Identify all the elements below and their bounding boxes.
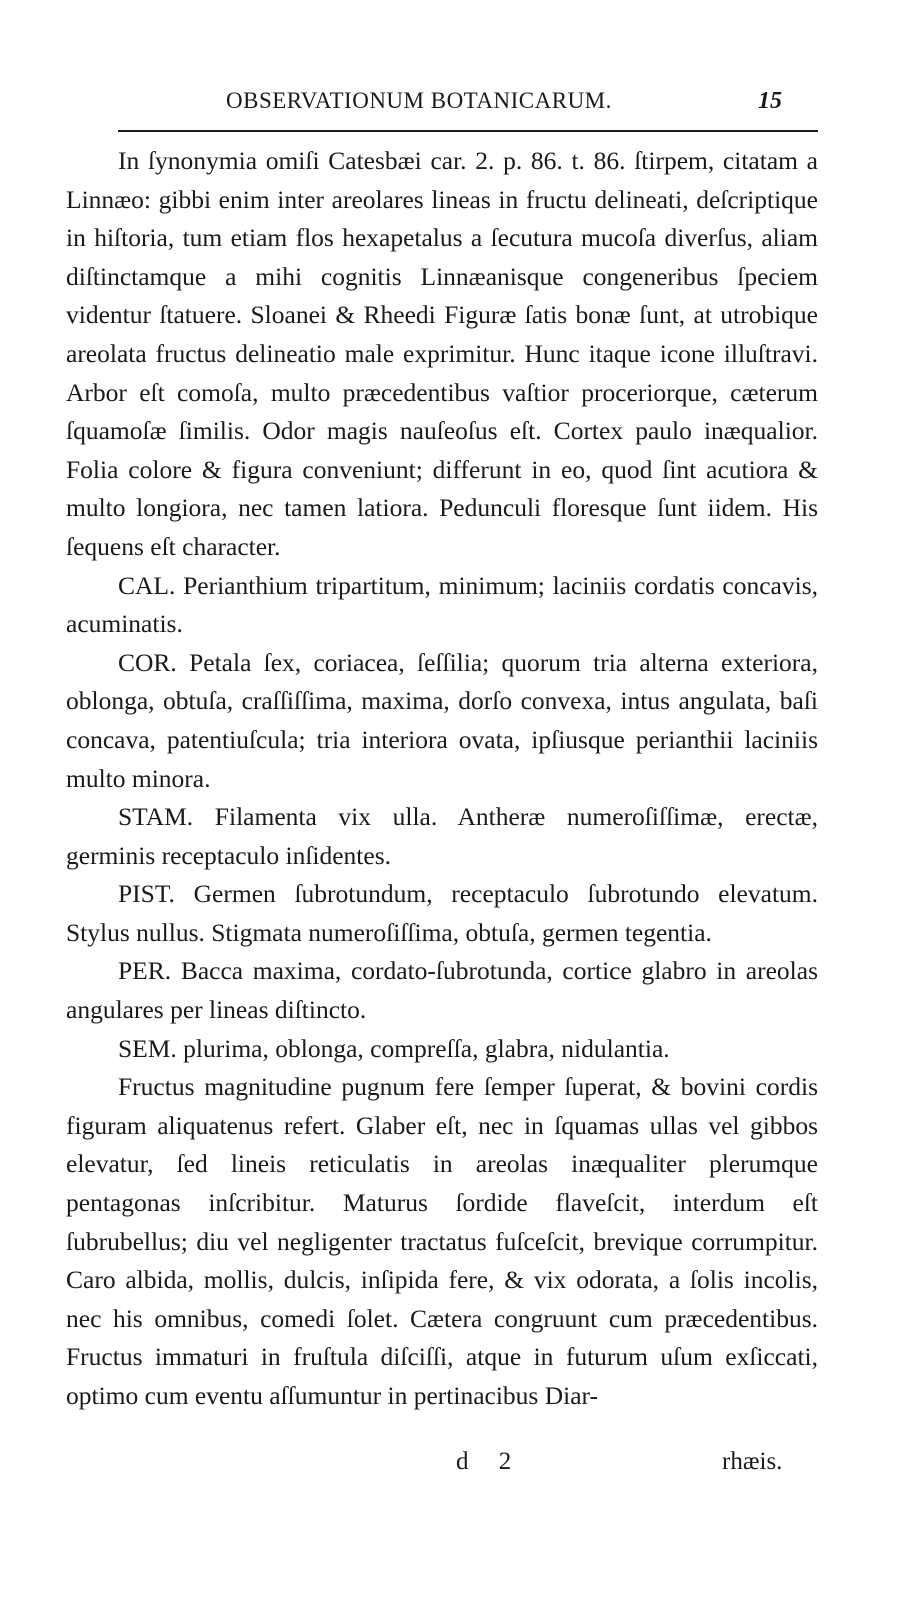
body-text [66,142,818,1416]
paragraph-cal: CAL. Perianthium tripartitum, minimum; laciniis cordatis concavis, acuminatis. [66,570,818,639]
paragraph-cor: COR. Petala ſex, coriacea, ſeſſilia; quorum tria alterna exteriora, oblonga, obtuſa, craſſiſſima, maxima, dorſo convexa, intus angulata, baſi concava, patentiuſcula; tria interiora ovata, ipſiusque perianthii laciniis multo minora. [66,647,818,793]
paragraph-pist: PIST. Germen ſubrotundum, receptaculo ſubrotundo elevatum. Stylus nullus. Stigmata numeroſiſſima, obtuſa, germen tegentia. [66,879,818,947]
header-rule [118,130,818,132]
catchword: rhæis. [722,1448,783,1475]
paragraph-sem: SEM. plurima, oblonga, compreſſa, glabra, nidulantia. [118,1033,670,1063]
paragraph-fructus: Fructus magnitudine pugnum fere ſemper ſuperat, & bovini cordis figuram aliquatenus refert. Glaber eſt, nec in ſquamas ullas vel gibbos elevatur, ſed lineis reticulatis in areolas inæqualiter plerumque pentagonas inſcribitur. Maturus ſordide flaveſcit, interdum eſt ſubrubellus; diu vel negligenter tractatus fuſceſcit, brevique corrumpitur. Caro albida, mollis, dulcis, inſipida fere, & vix odorata, a ſolis incolis, nec his omnibus, comedi ſolet. Cætera congruunt cum præcedentibus. Fructus immaturi in fruſtula diſciſſi, atque in futurum uſum exſiccati, optimo cum eventu aſſumuntur in pertinacibus Diar- [66,1072,818,1410]
paragraph-synonymia: In ſynonymia omiſi Catesbæi car. 2. p. 86. t. 86. ſtirpem, citatam a Linnæo: gibbi enim inter areolares lineas in fructu delineati, deſcriptique in hiſtoria, tum etiam flos hexapetalus a ſecutura mucoſa diverſus, aliam diſtinctamque a mihi cognitis Linnæanisque congeneribus ſpeciem videntur ſtatuere. Sloanei & Rheedi Figuræ ſatis bonæ ſunt, at utrobique areolata fructus delineatio male exprimitur. Hunc itaque icone illuſtravi. Arbor eſt comoſa, multo præcedentibus vaſtior proceriorque, cæterum ſquamoſæ ſimilis. Odor magis nauſeoſus eſt. Cortex paulo inæqualior. Folia colore & figura conveniunt; differunt in eo, quod ſint acutiora & multo longiora, nec tamen latiora. Pedunculi floresque ſunt iidem. His ſequens eſt character. [66,146,818,561]
signature-mark: d 2 [456,1448,524,1475]
running-title: OBSERVATIONUM BOTANICARUM. [226,88,612,113]
page-number: 15 [758,88,782,114]
paragraph-per: PER. Bacca maxima, cordato-ſubrotunda, cortice glabro in areolas angulares per lineas diſtincto. [66,956,818,1025]
paragraph-stam: STAM. Filamenta vix ulla. Antheræ numeroſiſſimæ, erectæ, germinis receptaculo inſidentes. [66,802,818,870]
